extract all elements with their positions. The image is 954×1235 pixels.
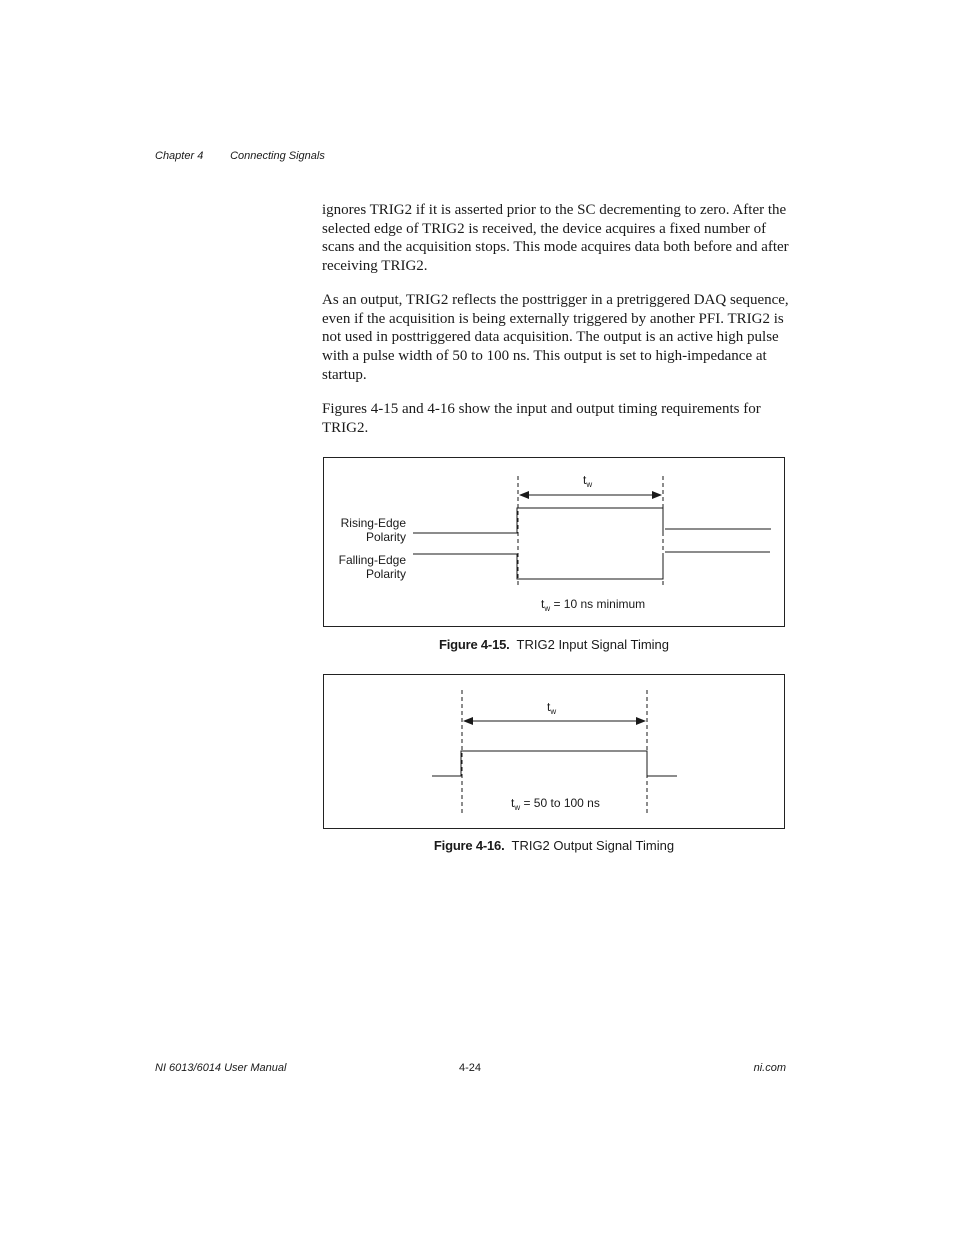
caption-title: TRIG2 Output Signal Timing xyxy=(511,838,675,853)
tw-label: $t_w$ xyxy=(583,473,593,489)
page-header xyxy=(155,150,325,162)
body-paragraph-1 xyxy=(322,201,790,276)
paragraph-text: ignores TRIG2 if it is asserted prior to the SC decrementing to zero. After the selected edge of TRIG2 is received, the device acquires a fixed number of scans and the acquisition stops. This mode acquires data both before and after receiving TRIG2. xyxy=(322,202,789,275)
body-paragraph-3 xyxy=(322,400,790,437)
body-paragraph-2 xyxy=(322,291,790,385)
rising-edge-label-line2: Polarity xyxy=(365,530,406,544)
rising-edge-label-line1: Rising-Edge xyxy=(340,516,406,530)
footer-website: ni.com xyxy=(753,1062,786,1074)
falling-edge-label-line2: Polarity xyxy=(365,567,406,581)
tw-range-note: $t_w = 50$ to 100 ns xyxy=(511,796,600,812)
header-chapter: Chapter 4 xyxy=(155,150,204,162)
output-pulse-waveform xyxy=(432,751,677,776)
tw-minimum-note: $t_w = 10$ ns minimum xyxy=(541,597,646,613)
caption-number: Figure 4-15. xyxy=(438,637,510,652)
figure-4-16-caption xyxy=(323,838,785,853)
tw-label: $t_w$ xyxy=(547,700,557,716)
paragraph-text: As an output, TRIG2 reflects the posttrigger in a pretriggered DAQ sequence, even if the acquisition is being externally triggered by another PFI. TRIG2 is not used in posttriggered data acquisition. The output is an active high pulse with a pulse width of 50 to 100 ns. This output is set to high-impedance at startup. xyxy=(322,292,789,383)
caption-title: TRIG2 Input Signal Timing xyxy=(516,637,670,652)
header-section: Connecting Signals xyxy=(230,150,325,162)
falling-edge-waveform xyxy=(413,554,663,579)
falling-edge-label-line1: Falling-Edge xyxy=(338,553,406,567)
rising-edge-waveform xyxy=(413,508,663,533)
caption-number: Figure 4-16. xyxy=(433,838,505,853)
figure-4-15-diagram xyxy=(323,457,785,627)
figure-4-16-diagram xyxy=(323,674,785,829)
figure-4-15-caption xyxy=(323,637,785,652)
paragraph-text: Figures 4-15 and 4-16 show the input and output timing requirements for TRIG2. xyxy=(322,401,761,436)
input-timing-diagram xyxy=(324,458,786,628)
output-timing-diagram xyxy=(324,675,786,830)
footer-manual-title: NI 6013/6014 User Manual xyxy=(155,1062,287,1074)
footer-page-number: 4-24 xyxy=(459,1062,482,1074)
